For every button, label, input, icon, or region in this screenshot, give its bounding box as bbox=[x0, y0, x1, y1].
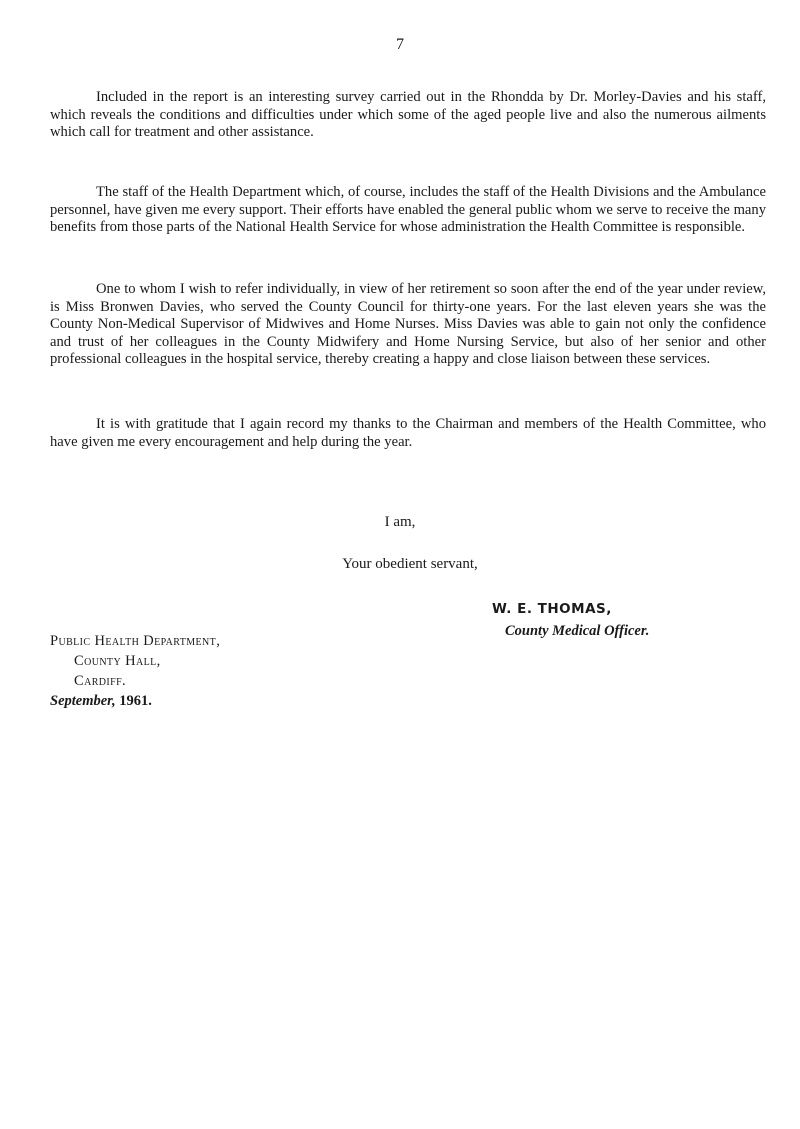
paragraph-miss-bronwen-davies: One to whom I wish to refer individually, in view of her retirement so soon after the end of the year under review, is Miss Bronwen Davies, who served the County Council for thirty-one years. For the last eleven years she was the County Non-Medical Supervisor of Midwives and Home Nurses. Miss Davies was able to gain not only the confidence and trust of her colleagues in the County Midwifery and Home Nursing Service, but also of her senior and other professional colleagues in the hospital service, thereby creating a happy and close liaison between these services. bbox=[50, 281, 766, 367]
closing-obedient-servant: Your obedient servant, bbox=[342, 556, 478, 572]
signature-title: County Medical Officer. bbox=[505, 623, 650, 639]
signature-name: W. E. THOMAS, bbox=[492, 601, 612, 617]
address-department: Public Health Department, bbox=[50, 633, 221, 649]
sender-address bbox=[50, 631, 220, 711]
date-month: September, bbox=[50, 693, 116, 709]
page-number: 7 bbox=[396, 36, 404, 53]
paragraph-health-department-staff: The staff of the Health Department which, of course, includes the staff of the Health Divisions and the Ambulance personnel, have given me every support. Their efforts have enabled the general public whom we serve to receive the many benefits from those parts of the National Health Service for whose administration the Health Committee is responsible. bbox=[50, 184, 766, 235]
address-city: Cardiff. bbox=[74, 673, 127, 689]
paragraph-thanks-committee: It is with gratitude that I again record my thanks to the Chairman and members of the Health Committee, who have given me every encouragement and help during the year. bbox=[50, 416, 766, 450]
address-date bbox=[50, 691, 220, 711]
address-building: County Hall, bbox=[74, 653, 161, 669]
date-year: 1961. bbox=[119, 693, 152, 709]
closing-i-am: I am, bbox=[384, 514, 416, 530]
paragraph-rhondda-survey: Included in the report is an interesting survey carried out in the Rhondda by Dr. Morley-Davies and his staff, which reveals the conditions and difficulties under which some of the aged people live and also the numerous ailments which call for treatment and other assistance. bbox=[50, 89, 766, 140]
